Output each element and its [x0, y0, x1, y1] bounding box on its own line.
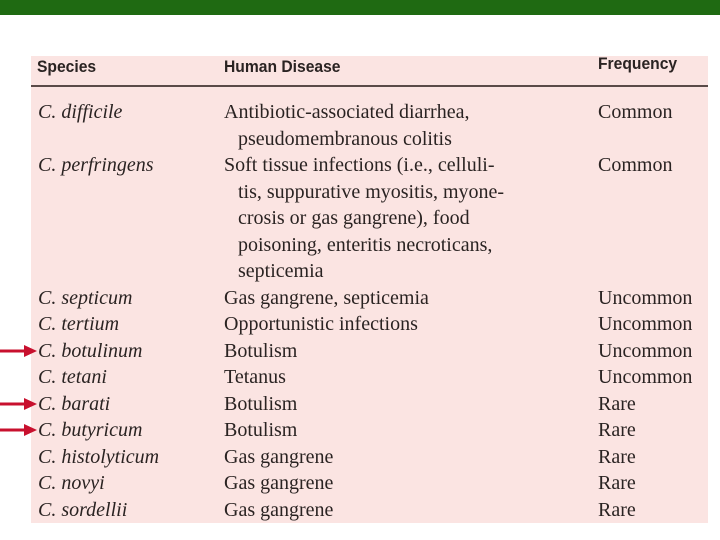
disease-line: Soft tissue infections (i.e., celluli-: [224, 154, 495, 176]
disease-line: Gas gangrene: [224, 472, 334, 494]
frequency-cell: Rare: [598, 498, 636, 521]
species-cell: C. tertium: [38, 313, 120, 335]
frequency-cell: Rare: [598, 392, 636, 415]
top-bar: [0, 0, 720, 15]
table-row: [31, 152, 708, 285]
table-row: [31, 391, 708, 418]
species-cell: C. sordellii: [38, 498, 128, 521]
species-cell: C. butyricum: [38, 419, 143, 441]
disease-cell: [224, 364, 584, 391]
disease-cell: [224, 338, 584, 365]
disease-cell: [224, 444, 584, 471]
table-row: [31, 311, 708, 338]
disease-cell: [224, 417, 584, 444]
frequency-cell: Rare: [598, 445, 636, 468]
table-row: [31, 470, 708, 497]
table-row: [31, 364, 708, 391]
frequency-cell: Uncommon: [598, 286, 693, 309]
disease-line: poisoning, enteritis necroticans,: [238, 233, 493, 256]
species-cell: C. perfringens: [38, 154, 154, 176]
disease-cell: [224, 99, 584, 152]
table-row: [31, 497, 708, 524]
header-divider: [31, 85, 708, 87]
disease-line: Gas gangrene: [224, 498, 334, 521]
frequency-cell: Common: [598, 154, 673, 176]
disease-cell: [224, 470, 584, 497]
species-cell: C. difficile: [38, 101, 123, 123]
species-cell: C. botulinum: [38, 339, 143, 362]
frequency-cell: Common: [598, 101, 673, 123]
table-row: [31, 417, 708, 444]
disease-line: tis, suppurative myositis, myone-: [238, 180, 505, 203]
table-row: [31, 444, 708, 471]
species-disease-table: [31, 56, 708, 523]
table-row: [31, 338, 708, 365]
disease-line: Botulism: [224, 419, 298, 441]
column-header-frequency: Frequency: [598, 54, 678, 73]
frequency-cell: Rare: [598, 419, 636, 441]
frequency-cell: Uncommon: [598, 313, 693, 335]
arrow-icon: [0, 343, 37, 359]
table-row: [31, 285, 708, 312]
table-header-row: [31, 56, 708, 86]
disease-cell: [224, 391, 584, 418]
disease-cell: [224, 311, 584, 338]
column-header-human-disease: Human Disease: [224, 57, 341, 76]
species-cell: C. septicum: [38, 286, 133, 309]
disease-line: septicemia: [238, 260, 324, 282]
table-row: [31, 99, 708, 152]
disease-line: Botulism: [224, 339, 298, 362]
disease-cell: [224, 285, 584, 312]
species-cell: C. histolyticum: [38, 445, 160, 468]
disease-line: Antibiotic-associated diarrhea,: [224, 101, 470, 123]
species-cell: C. novyi: [38, 472, 105, 494]
disease-line: Opportunistic infections: [224, 313, 418, 335]
column-header-species: Species: [37, 57, 97, 76]
arrow-icon: [0, 396, 37, 412]
species-cell: C. tetani: [38, 366, 107, 388]
table-body: [31, 99, 708, 523]
disease-cell: [224, 152, 584, 285]
disease-line: Gas gangrene: [224, 445, 334, 468]
disease-cell: [224, 497, 584, 524]
disease-line: crosis or gas gangrene), food: [238, 207, 470, 229]
disease-line: pseudomembranous colitis: [238, 127, 452, 150]
disease-line: Gas gangrene, septicemia: [224, 286, 429, 309]
arrow-icon: [0, 422, 37, 438]
frequency-cell: Rare: [598, 472, 636, 494]
species-cell: C. barati: [38, 392, 111, 415]
disease-line: Botulism: [224, 392, 298, 415]
disease-line: Tetanus: [224, 366, 286, 388]
frequency-cell: Uncommon: [598, 366, 693, 388]
frequency-cell: Uncommon: [598, 339, 693, 362]
